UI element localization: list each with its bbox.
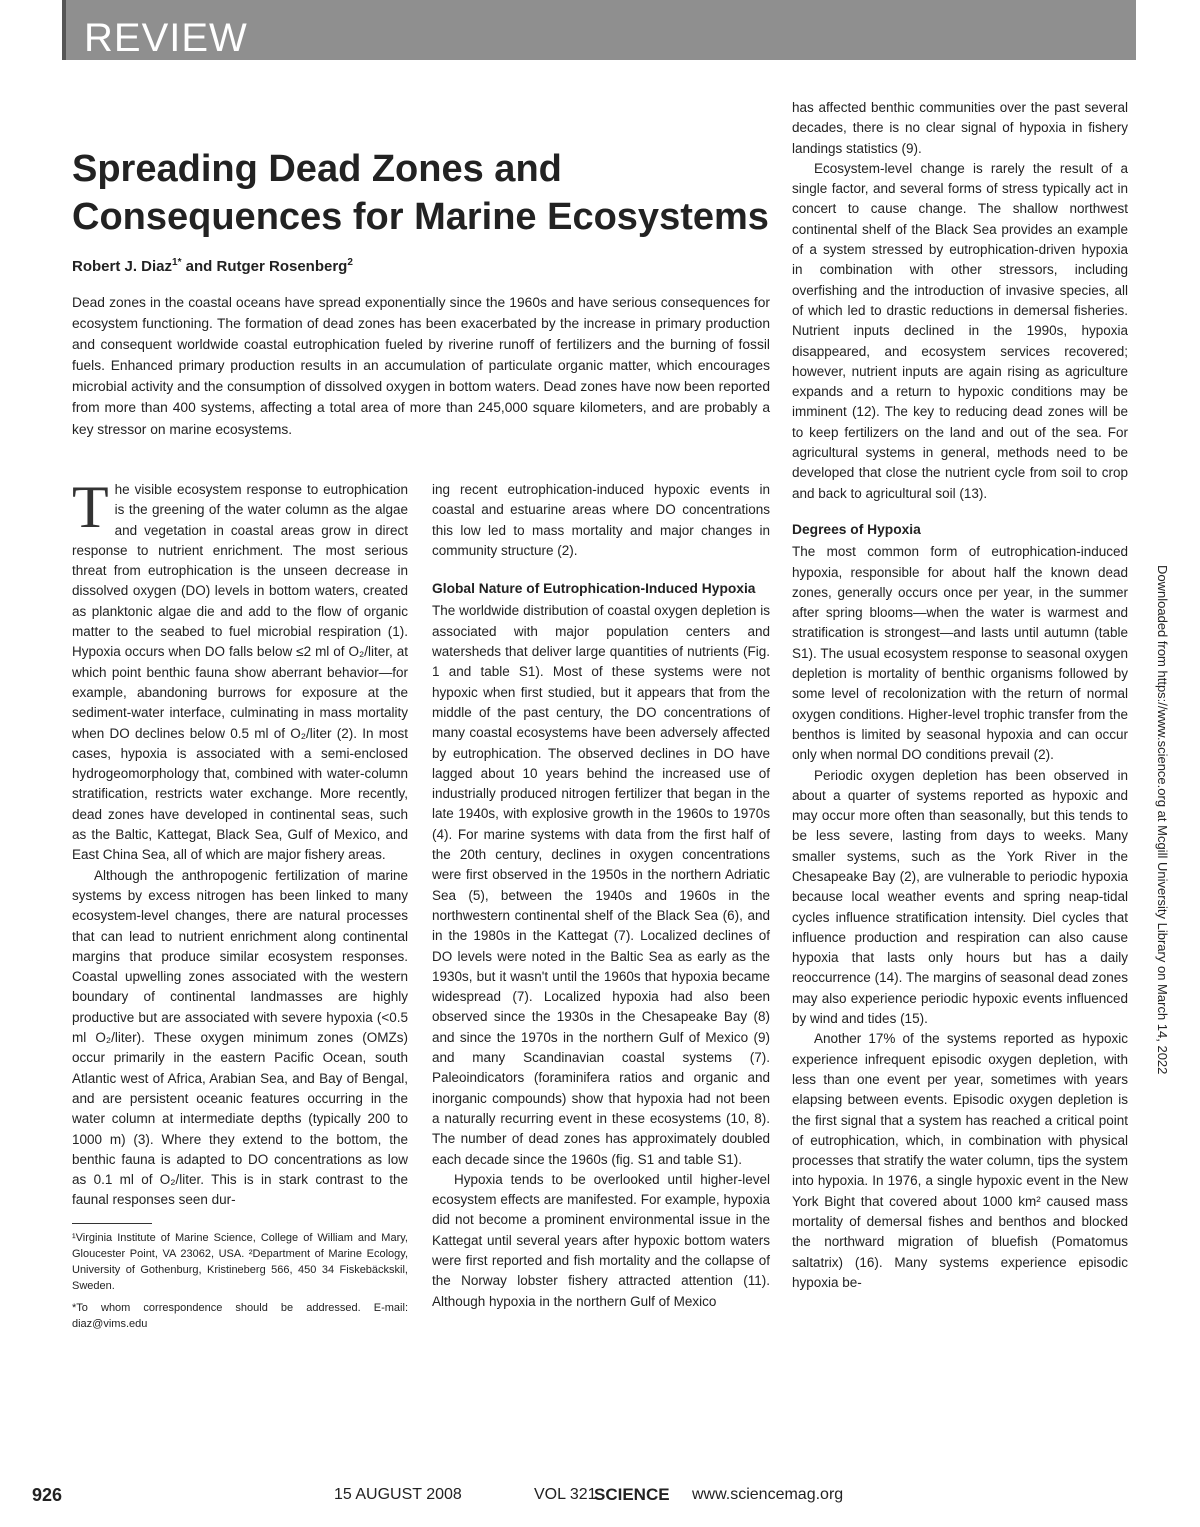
paragraph-text: he visible ecosystem response to eutrophication is the greening of the water column as the algae and vegetation in coastal areas grow in direct response to nutrient enrichment. The most serious threat from eutrophication is the unseen decrease in dissolved oxygen (DO) levels in bottom waters, created as planktonic algae die and add to the flow of organic matter to the seabed to fuel microbial respiration (1). Hypoxia occurs when DO falls below ≤2 ml of O₂/liter, at which point benthic fauna show aberrant behavior—for example, abandoning burrows for exposure at the sediment-water interface, culminating in mass mortality when DO declines below 0.5 ml of O₂/liter (2). In most cases, hypoxia is associated with a semi-enclosed hydrogeomorphology that, combined with water-column stratification, restricts water exchange. More recently, dead zones have developed in continental seas, such as the Baltic, Kattegat, Black Sea, Gulf of Mexico, and East China Sea, all of which are major fishery areas. — [72, 482, 408, 863]
section-heading: Degrees of Hypoxia — [792, 521, 921, 537]
drop-cap: T — [72, 474, 109, 540]
section-banner — [62, 0, 1136, 60]
abstract: Dead zones in the coastal oceans have spread exponentially since the 1960s and have serious consequences for ecosystem functioning. The formation of dead zones has been exacerbated by the increase in primary production and consequent worldwide coastal eutrophication fueled by riverine runoff of fertilizers and the burning of fossil fuels. Enhanced primary production results in an accumulation of particulate organic matter, which encourages microbial activity and the consumption of dissolved oxygen in bottom waters. Dead zones have now been reported from more than 400 systems, affecting a total area of more than 245,000 square kilometers, and are probably a key stressor on marine ecosystems. — [72, 295, 770, 437]
article-title: Spreading Dead Zones and Consequences for Marine Ecosystems — [72, 148, 769, 238]
paragraph: Another 17% of the systems reported as hypoxic experience infrequent episodic oxygen depletion, with less than one event per year, sometimes with years elapsing between events. Episodic oxygen depletion is the first signal that a system has reached a critical point of eutrophication, which, in combination with physical processes that stratify the water column, tips the system into hypoxia. In 1976, a single hypoxic event in the New York Bight that covered about 1000 km² caused mass mortality of demersal fishes and benthos and blocked the northward migration of bluefish (Pomatomus saltatrix) (16). Many systems experience episodic hypoxia be- — [792, 1031, 1128, 1290]
paragraph — [72, 474, 408, 866]
paragraph: The worldwide distribution of coastal oxygen depletion is associated with major population centers and watersheds that deliver large quantities of nutrients (Fig. 1 and table S1). Most of these systems were not hypoxic when first studied, but it appears that from the middle of the past century, the DO concentrations of many coastal ecosystems have been adversely affected by eutrophication. The observed declines in DO have lagged about 10 years behind the increased use of industrially produced nitrogen fertilizer that began in the late 1940s, with explosive growth in the 1960s to 1970s (4). For marine systems with data from the first half of the 20th century, declines in oxygen concentrations were first observed in the 1950s in the northern Adriatic Sea (5), between the 1940s and 1960s in the northwestern continental shelf of the Black Sea (6), and in the 1980s in the Kattegat (7). Localized declines of DO levels were noted in the Baltic Sea as early as the 1930s, but it wasn't until the 1960s that hypoxia became widespread (7). Localized hypoxia had also been observed since the 1930s in the Chesapeake Bay (8) and since the 1970s in the northern Gulf of Mexico (9) and many Scandinavian coastal systems (7). Paleoindicators (foraminifera ratios and organic and inorganic compounds) show that hypoxia had not been a naturally recurring event in these ecosystems (10, 8). The number of dead zones has approximately doubled each decade since the 1960s (fig. S1 and table S1). — [432, 603, 770, 1167]
paragraph: Periodic oxygen depletion has been observed in about a quarter of systems reported as hypoxic and may occur more often than seasonally, but this tends to be less severe, lasting from days to weeks. Many smaller systems, such as the York River in the Chesapeake Bay (2), are vulnerable to periodic hypoxia because local weather events and spring neap-tidal cycles influence stratification intensity. Diel cycles that influence production and respiration can also cause hypoxia that lasts only hours but has a daily reoccurrence (14). The margins of seasonal dead zones may also experience periodic hypoxic events influenced by wind and tides (15). — [792, 767, 1128, 1027]
author-name: Rutger Rosenberg — [216, 258, 348, 275]
column-1 — [72, 474, 408, 1338]
correspondence-footnote: *To whom correspondence should be addressed. E-mail: diaz@vims.edu — [72, 1301, 408, 1330]
paragraph: has affected benthic communities over the past several decades, there is no clear signal of hypoxia in fishery landings statistics (9). — [792, 100, 1128, 156]
section-heading: Global Nature of Eutrophication-Induced Hypoxia — [432, 581, 756, 597]
author-name: Robert J. Diaz — [72, 258, 173, 275]
journal-url[interactable]: www.sciencemag.org — [692, 1486, 844, 1503]
section-label: REVIEW — [84, 16, 248, 60]
paragraph: ing recent eutrophication-induced hypoxic events in coastal and estuarine areas where DO concentrations this low led to mass mortality and major changes in community structure (2). — [432, 482, 770, 558]
page-number: 926 — [32, 1485, 63, 1505]
author-conjunction: and — [185, 258, 213, 275]
page-footer — [32, 1485, 1132, 1509]
volume: VOL 321 — [534, 1486, 597, 1503]
affiliation-footnote: ¹Virginia Institute of Marine Science, College of William and Mary, Gloucester Point, VA 23062, USA. ²Department of Marine Ecology, University of Gothenburg, Kristineberg 566, 450 34 Fiskebäckskil, Sweden. — [72, 1231, 408, 1292]
column-3 — [792, 98, 1128, 1293]
download-sidebar — [1150, 565, 1170, 1425]
download-note: Downloaded from https://www.science.org at Mcgill University Library on March 14, 2022 — [1155, 565, 1170, 1075]
affiliation-mark: 1* — [172, 257, 182, 268]
footnote-divider — [72, 1223, 152, 1224]
paragraph: Hypoxia tends to be overlooked until higher-level ecosystem effects are manifested. For example, hypoxia did not become a prominent environmental issue in the Kattegat until several years after hypoxic bottom waters were first reported and fish mortality and the collapse of the Norway lobster fishery attracted attention (11). Although hypoxia in the northern Gulf of Mexico — [432, 1171, 770, 1309]
paragraph: Although the anthropogenic fertilization of marine systems by excess nitrogen has been linked to many ecosystem-level changes, there are natural processes that can lead to nutrient enrichment along continental margins that produce similar ecosystem responses. Coastal upwelling zones associated with the western boundary of continental landmasses are highly productive but are associated with severe hypoxia (<0.5 ml O₂/liter). These oxygen minimum zones (OMZs) occur primarily in the eastern Pacific Ocean, south Atlantic west of Africa, Arabian Sea, and Bay of Bengal, and are persistent oceanic features occurring in the water column at intermediate depths (typically 200 to 1000 m) (3). Where they extend to the bottom, the benthic fauna is adapted to DO concentrations as low as 0.1 ml of O₂/liter. This is in stark contrast to the faunal responses seen dur- — [72, 867, 408, 1208]
journal-name: SCIENCE — [594, 1485, 670, 1504]
paragraph: The most common form of eutrophication-induced hypoxia, responsible for about half the known dead zones, generally occurs once per year, in the summer after spring blooms—when the water is warmest and stratification is strongest—and lasts until autumn (table S1). The usual ecosystem response to seasonal oxygen depletion is mortality of benthic organisms followed by some level of recolonization with the return of normal oxygen conditions. Higher-level trophic transfer from the benthos is limited by seasonal hypoxia and can occur only when normal DO conditions prevail (2). — [792, 544, 1128, 763]
affiliation-mark: 2 — [347, 257, 353, 268]
author-line — [72, 257, 353, 275]
column-2 — [432, 480, 770, 1312]
paragraph: Ecosystem-level change is rarely the result of a single factor, and several forms of stress typically act in concert to cause change. The shallow northwest continental shelf of the Black Sea provides an example of a system stressed by eutrophication-driven hypoxia in combination with other stressors, including overfishing and the introduction of invasive species, all of which led to drastic reductions in demersal fisheries. Nutrient inputs declined in the 1990s, hypoxia disappeared, and ecosystem services recovered; however, nutrient inputs are again rising as agriculture expands and a return to hypoxic conditions may be imminent (12). The key to reducing dead zones will be to keep fertilizers on the land and out of the sea. For agricultural systems in general, methods need to be developed that close the nutrient cycle from soil to crop and back to agricultural soil (13). — [792, 160, 1128, 501]
issue-date: 15 AUGUST 2008 — [334, 1486, 462, 1503]
